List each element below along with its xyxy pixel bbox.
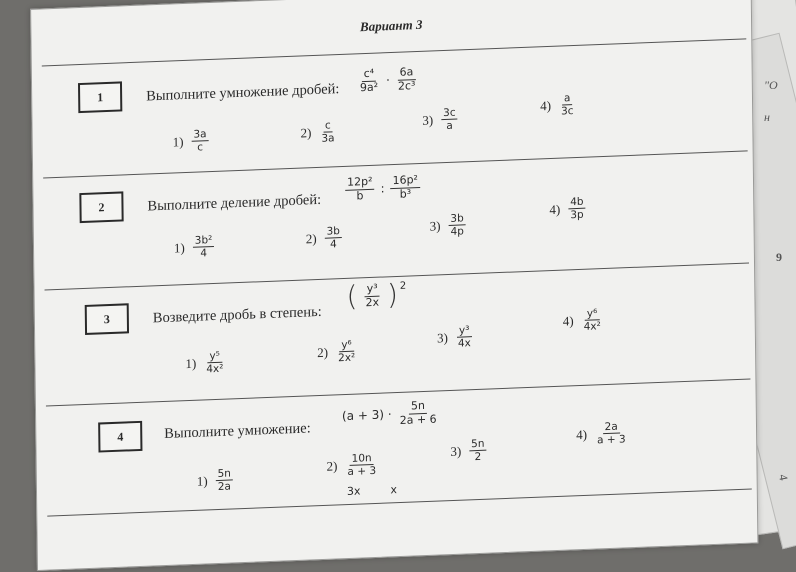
fraction: $\frac{6a}{\text{2c³}}$	[397, 65, 416, 93]
fraction: $\frac{5n}{2a + 6}$	[399, 398, 437, 427]
task-text: Выполните деление дробей:	[147, 191, 322, 215]
partial-numerator: x	[390, 483, 397, 497]
task-text: Выполните умножение дробей:	[146, 81, 340, 105]
variant-title: Вариант 3	[359, 16, 423, 35]
close-paren: )	[386, 277, 399, 312]
open-paren: (	[346, 279, 358, 313]
fraction: $\frac{\text{16p²}}{\text{b³}}$	[390, 174, 420, 201]
task-number-box: 4	[98, 421, 142, 453]
operator: ·	[385, 73, 390, 88]
task-number-box: 1	[78, 81, 122, 113]
answer-option-4[interactable]: 4) $\frac{\text{y⁶}}{\text{4x²}}$	[562, 307, 601, 333]
answer-option-3[interactable]: 3) $\frac{3b}{4p}$	[429, 212, 464, 238]
answer-option-2[interactable]: 2) $\frac{c}{3a}$	[300, 119, 335, 145]
answer-option-1[interactable]: 1) $\frac{3a}{c}$	[173, 128, 209, 155]
fraction: $\frac{\text{c⁴}}{\text{9a²}}$	[359, 66, 379, 94]
answer-option-1[interactable]: 1) $\frac{5n}{2a}$	[196, 467, 232, 494]
fraction: $\frac{\text{12p²}}{b}$	[345, 176, 375, 203]
task-expression	[358, 66, 418, 95]
answer-option-1[interactable]: 1) $\frac{\text{y⁵}}{\text{4x²}}$	[185, 349, 224, 376]
task-expression	[345, 174, 420, 203]
answer-option-4[interactable]: 4) $\frac{2a}{a + 3}$	[576, 420, 626, 447]
task-expression	[346, 277, 407, 313]
fraction: $\frac{\text{y³}}{2x}$	[365, 281, 380, 309]
answer-option-2[interactable]: 2) $\frac{\text{y⁶}}{\text{2x²}}$	[317, 338, 356, 365]
background-mark: н	[764, 110, 770, 124]
answer-option-3[interactable]: 3) $\frac{3c}{a}$	[422, 107, 458, 133]
answer-option-3[interactable]: 3) $\frac{\text{y³}}{4x}$	[436, 324, 471, 350]
answer-option-1[interactable]: 1) $\frac{\text{3b²}}{4}$	[174, 234, 215, 261]
operator: :	[380, 181, 385, 196]
task-expression	[342, 399, 439, 429]
answer-option-3[interactable]: 3) $\frac{5n}{2}$	[450, 438, 486, 465]
answer-option-2[interactable]: 2) $\frac{10n}{a + 3}$	[326, 452, 377, 479]
answer-option-4[interactable]: 4) $\frac{4b}{3p}$	[549, 195, 584, 222]
background-mark: "O	[764, 78, 778, 92]
front-sheet	[30, 0, 758, 571]
task-number-box: 3	[85, 303, 129, 335]
partial-numerator: 3x	[346, 484, 361, 499]
task-text: Выполните умножение:	[164, 420, 311, 443]
answer-option-4[interactable]: 4) $\frac{a}{3c}$	[540, 92, 574, 118]
partial-expression	[347, 483, 397, 498]
answer-option-2[interactable]: 2) $\frac{3b}{4}$	[306, 225, 342, 252]
task-number-box: 2	[79, 191, 123, 223]
task-text: Возведите дробь в степень:	[152, 303, 322, 327]
expression-text: (a + 3) ·	[341, 407, 392, 424]
background-mark: 4	[776, 473, 791, 482]
exponent: 2	[399, 280, 407, 292]
background-mark: 9	[776, 250, 782, 264]
